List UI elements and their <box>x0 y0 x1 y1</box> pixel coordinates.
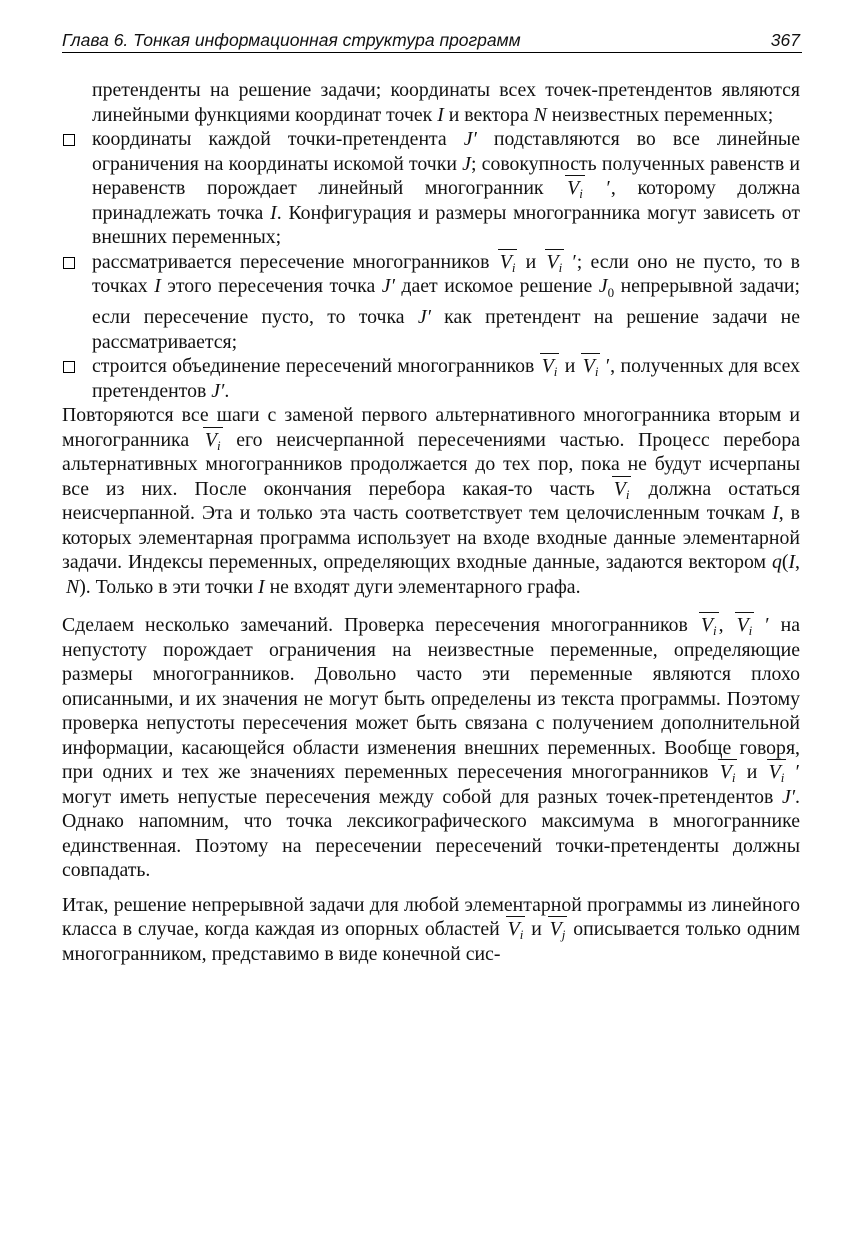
paragraph: Повторяются все шаги с заменой первого альтернативного многогранника вторым и многогранника $V_i$ его неисчерпанной пересечениями частью. Процесс перебора альтернативных многогранников продолжается до тех пор, пока не будут исчерпаны все из них. После окончания перебора какая-то часть $V_i$ должна остаться неисчерпанной. Эта и только эта часть соответствует тем целочисленным точкам I, в которых элементарная программа использует на входе входные данные элементарной задачи. Индексы переменных, определяющих входные данные, задаются вектором q(I, N). Только в эти точки I не входят дуги элементарного графа. <box>62 404 801 598</box>
list-item-continuation: претенденты на решение задачи; координаты всех точек-претендентов являются линейными функциями координат точек I и вектора N неизвестных переменных; <box>92 79 800 126</box>
math-Vi: $V_i$ <box>719 761 736 786</box>
page-header <box>62 28 802 53</box>
math-Vi: $V_i$ <box>546 250 563 275</box>
list-item: координаты каждой точки-претендента J′ подставляются во все линейные ограничения на координаты искомой точки J; совокупность полученных равенств и неравенств порождает линейный многогранник $V_i$ ′, которому должна принадлежать точка I. Конфигурация и размеры многогранника могут зависеть от внешних переменных; <box>62 127 800 250</box>
math-Vi: $V_i$ <box>507 918 524 943</box>
checkbox-bullet-icon <box>63 257 75 269</box>
list-item: рассматривается пересечение многогранников $V_i$ и $V_i$ ′; если оно не пусто, то в точках I этого пересечения точка J′ дает искомое решение $J_0$ непрерывной задачи; если пересечение пусто, то точка J′ как претендент на решение задачи не рассматривается; <box>62 250 800 355</box>
math-Vi: $V_i$ <box>768 761 785 786</box>
math-Vi: $V_i$ <box>541 355 558 380</box>
page-body <box>62 78 800 966</box>
checkbox-bullet-icon <box>63 361 75 373</box>
paragraph: Сделаем несколько замечаний. Проверка пересечения многогранников $V_i$ , $V_i$ ′ на непустоту порождает ограничения на неизвестные переменные, определяющие размеры многогранников. Довольно часто эти переменные являются плохо описанными, и их значения не могут быть определены из текста программы. Поэтому проверка непустоты пересечения может быть связана с получением дополнительной информации, касающейся области изменения внешних переменных. Вообще говоря, при одних и тех же значениях переменных пересечения многогранников $V_i$ и $V_i$ ′ могут иметь непустые пересечения между собой для разных точек-претендентов J′. Однако напомним, что точка лексикографического максимума в многограннике единственная. Поэтому на пересечении пересечений точки-претенденты должны совпадать. <box>62 614 801 882</box>
math-Vj: $V_j$ <box>549 918 566 943</box>
math-Vi: $V_i$ <box>582 355 599 380</box>
chapter-title: Глава 6. Тонкая информационная структура программ <box>62 30 521 50</box>
checkbox-bullet-icon <box>63 134 75 146</box>
math-Vi: $V_i$ <box>613 477 630 502</box>
page-number: 367 <box>770 30 800 50</box>
math-Vi: $V_i$ <box>499 250 516 275</box>
math-Vi: $V_i$ <box>700 614 717 639</box>
list-item: строится объединение пересечений многогранников $V_i$ и $V_i$ ′, полученных для всех претендентов J′. <box>62 354 800 403</box>
math-Vi: $V_i$ <box>736 614 753 639</box>
math-Vi: $V_i$ <box>204 428 221 453</box>
math-Vi: $V_i$ <box>567 177 583 201</box>
paragraph: Итак, решение непрерывной задачи для любой элементарной программы из линейного класса в случае, когда каждая из опорных областей $V_i$ и $V_j$ описывается только одним многогранником, представимо в виде конечной сис- <box>62 893 800 965</box>
